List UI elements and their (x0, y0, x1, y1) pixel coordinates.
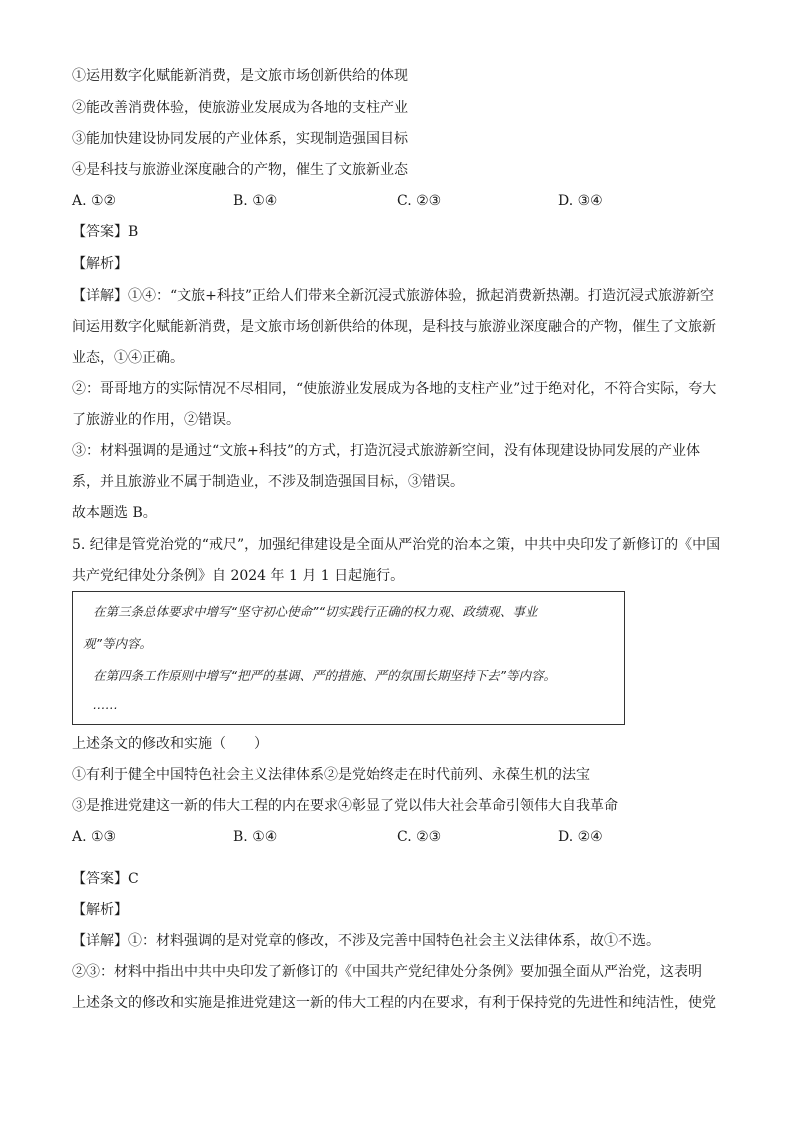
q4-option-a: A. ①② (72, 193, 117, 209)
q4-statement-1: ①运用数字化赋能新消费，是文旅市场创新供给的体现 (72, 68, 408, 84)
q5-detail-line-2: ②③：材料中指出中共中央印发了新修订的《中国共产党纪律处分条例》要加强全面从严治党，这表明 (72, 964, 702, 980)
q4-detail-line-1: 【详解】①④：“文旅+科技”正给人们带来全新沉浸式旅游体验，掀起消费新热潮。打造沉浸式旅游新空 (72, 288, 715, 304)
q5-option-c: C. ②③ (397, 829, 442, 845)
q4-detail-line-3: 业态，①④正确。 (72, 350, 184, 366)
q4-option-b: B. ①④ (233, 193, 278, 209)
q4-option-d: D. ③④ (558, 193, 603, 209)
q5-material-line-1: 在第三条总体要求中增写“坚守初心使命”“切实践行正确的权力观、政绩观、事业 (93, 604, 538, 619)
q4-analysis-label: 【解析】 (72, 256, 128, 272)
q4-answer: 【答案】B (72, 224, 139, 240)
q5-statement-line-1: ①有利于健全中国特色社会主义法律体系②是党始终走在时代前列、永葆生机的法宝 (72, 767, 590, 783)
q4-options (72, 191, 732, 211)
q5-material-line-2: 观”等内容。 (83, 636, 152, 651)
q5-options (72, 827, 732, 847)
q4-detail-line-8: 故本题选 B。 (72, 505, 157, 521)
q5-option-d: D. ②④ (558, 829, 603, 845)
q5-stem-line-1: 5. 纪律是管党治党的“戒尺”，加强纪律建设是全面从严治党的治本之策，中共中央印发了新修订的《中国 (72, 537, 721, 553)
q4-statement-3: ③能加快建设协同发展的产业体系，实现制造强国目标 (72, 131, 408, 147)
q5-option-a: A. ①③ (72, 829, 117, 845)
q4-detail-line-2: 间运用数字化赋能新消费，是文旅市场创新供给的体现，是科技与旅游业深度融合的产物，催生了文旅新 (72, 319, 716, 335)
q4-detail-line-7: 系，并且旅游业不属于制造业，不涉及制造强国目标，③错误。 (72, 474, 464, 490)
q5-statement-line-2: ③是推进党建这一新的伟大工程的内在要求④彰显了党以伟大社会革命引领伟大自我革命 (72, 798, 618, 814)
q4-statement-4: ④是科技与旅游业深度融合的产物，催生了文旅新业态 (72, 162, 408, 178)
q4-statement-2: ②能改善消费体验，使旅游业发展成为各地的支柱产业 (72, 100, 408, 116)
q4-option-c: C. ②③ (397, 193, 442, 209)
q5-detail-line-1: 【详解】①：材料强调的是对党章的修改，不涉及完善中国特色社会主义法律体系，故①不选。 (72, 933, 660, 949)
q5-analysis-label: 【解析】 (72, 902, 128, 918)
q5-material-line-4: …… (93, 697, 118, 712)
q5-answer: 【答案】C (72, 871, 139, 887)
q5-option-b: B. ①④ (233, 829, 278, 845)
q4-detail-line-6: ③：材料强调的是通过“文旅+科技”的方式，打造沉浸式旅游新空间，没有体现建设协同发展的产业体 (72, 443, 701, 459)
q5-material-box (72, 591, 625, 725)
q5-question: 上述条文的修改和实施（ ） (72, 736, 268, 752)
q4-detail-line-5: 了旅游业的作用，②错误。 (72, 412, 240, 428)
q4-detail-line-4: ②：哥哥地方的实际情况不尽相同，“使旅游业发展成为各地的支柱产业”过于绝对化，不符合实际，夸大 (72, 381, 717, 397)
q5-material-line-3: 在第四条工作原则中增写“把严的基调、严的措施、严的氛围长期坚持下去”等内容。 (93, 668, 556, 683)
q5-stem-line-2: 共产党纪律处分条例》自 2024 年 1 月 1 日起施行。 (72, 568, 405, 584)
q5-detail-line-3: 上述条文的修改和实施是推进党建这一新的伟大工程的内在要求，有利于保持党的先进性和纯洁性，使党 (72, 995, 716, 1011)
